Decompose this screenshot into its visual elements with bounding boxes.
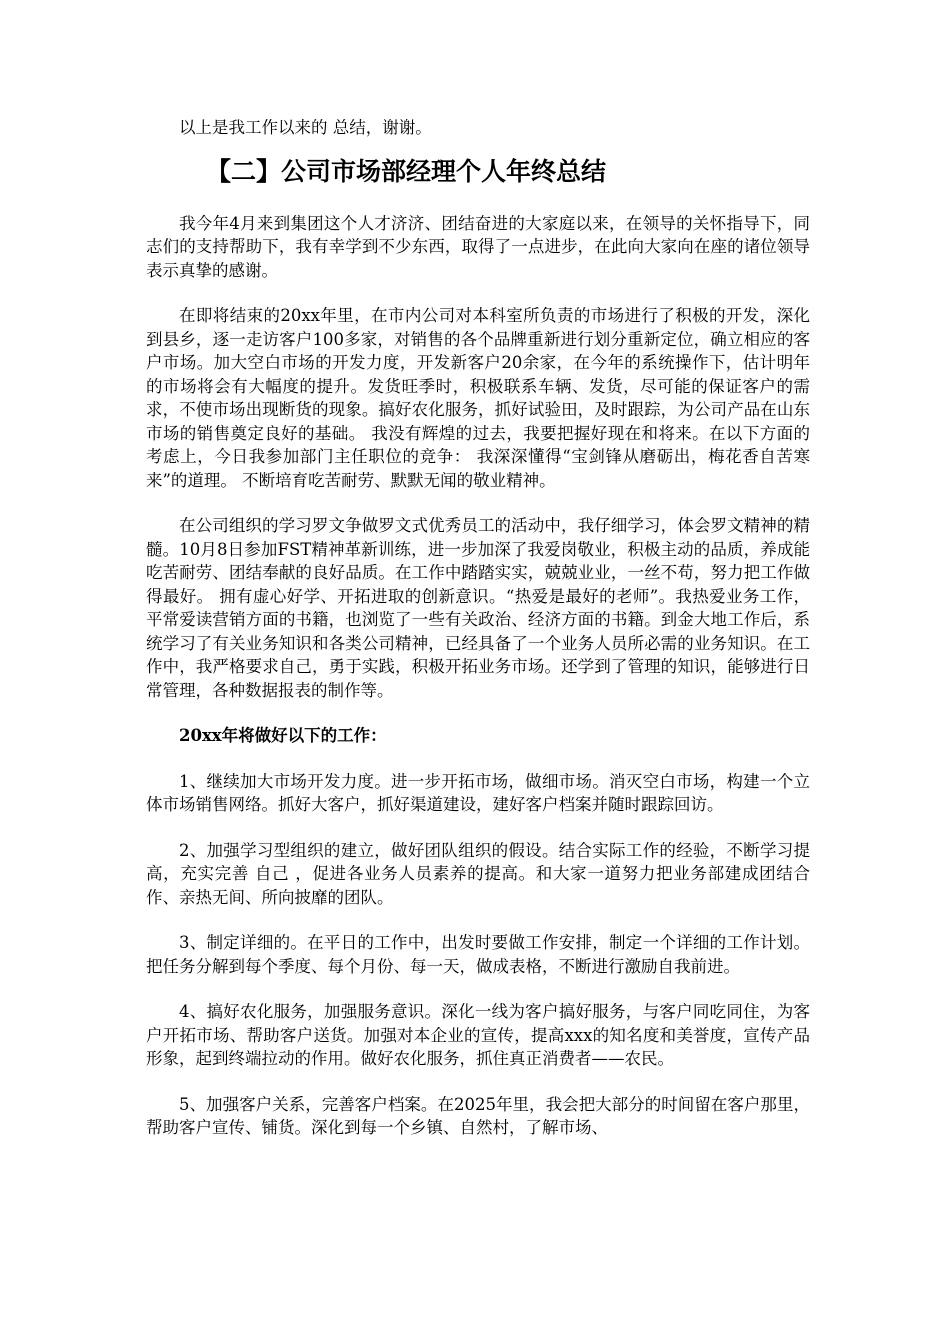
work-item-4: 4、搞好农化服务，加强服务意识。深化一线为客户搞好服务，与客户同吃同住，为客户开拓市场、帮助客户送货。加强对本企业的宣传，提高xxx的知名度和美誉度，宣传产品形象，起到终端拉动的作用。做好农化服务，抓住真正消费者——农民。 (146, 1002, 810, 1068)
paragraph-market-development: 在即将结束的20xx年里，在市内公司对本科室所负责的市场进行了积极的开发，深化到县乡，逐一走访客户100多家，对销售的各个品牌重新进行划分重新定位，确立相应的客户市场。加大空白市场的开发力度，开发新客户20余家，在今年的系统操作下，估计明年的市场将会有大幅度的提升。发货旺季时，积极联系车辆、发货，尽可能的保证客户的需求，不使市场出现断货的现象。搞好农化服务，抓好试验田，及时跟踪，为公司产品在山东市场的销售奠定良好的基础。 我没有辉煌的过去，我要把握好现在和将来。在以下方面的考虑上，今日我参加部门主任职位的竞争： 我深深懂得“宝剑锋从磨砺出，梅花香自苦寒来”的道理。 不断培育吃苦耐劳、默默无闻的敬业精神。 (146, 306, 810, 490)
intro-line: 以上是我工作以来的 总结，谢谢。 (179, 118, 432, 137)
work-item-3: 3、制定详细的。在平日的工作中，出发时要做工作安排，制定一个详细的工作计划。把任务分解到每个季度、每个月份、每一天，做成表格，不断进行激励自我前进。 (146, 933, 810, 976)
paragraph-learning: 在公司组织的学习罗文争做罗文式优秀员工的活动中，我仔细学习，体会罗文精神的精髓。10月8日参加FST精神革新训练，进一步加深了我爱岗敬业，积极主动的品质，养成能吃苦耐劳、团结奉献的良好品质。在工作中踏踏实实，兢兢业业，一丝不苟，努力把工作做得最好。 拥有虚心好学、开拓进取的创新意识。“热爱是最好的老师”。我热爱业务工作，平常爱读营销方面的书籍，也浏览了一些有关政治、经济方面的书籍。到金大地工作后，系统学习了有关业务知识和各类公司精神，已经具备了一个业务人员所必需的业务知识。在工作中，我严格要求自己，勇于实践，积极开拓业务市场。还学到了管理的知识，能够进行日常管理，各种数据报表的制作等。 (146, 516, 810, 700)
work-plan-heading: 20xx年将做好以下的工作： (179, 726, 387, 745)
work-item-5: 5、加强客户关系，完善客户档案。在2025年里，我会把大部分的时间留在客户那里，帮助客户宣传、铺货。深化到每一个乡镇、自然村，了解市场、 (146, 1094, 810, 1137)
document-title: 【二】公司市场部经理个人年终总结 (206, 156, 607, 186)
work-item-1: 1、继续加大市场开发力度。进一步开拓市场，做细市场。消灭空白市场，构建一个立体市场销售网络。抓好大客户，抓好渠道建设，建好客户档案并随时跟踪回访。 (146, 771, 810, 814)
work-item-2: 2、加强学习型组织的建立，做好团队组织的假设。结合实际工作的经验，不断学习提高，充实完善 自己 ，促进各业务人员素养的提高。和大家一道努力把业务部建成团结合作、亲热无间、所向披靡的团队。 (146, 840, 810, 907)
paragraph-intro: 我今年4月来到集团这个人才济济、团结奋进的大家庭以来，在领导的关怀指导下，同志们的支持帮助下，我有幸学到不少东西，取得了一点进步，在此向大家向在座的诸位领导表示真挚的感谢。 (146, 213, 810, 280)
document-body (146, 116, 810, 1140)
